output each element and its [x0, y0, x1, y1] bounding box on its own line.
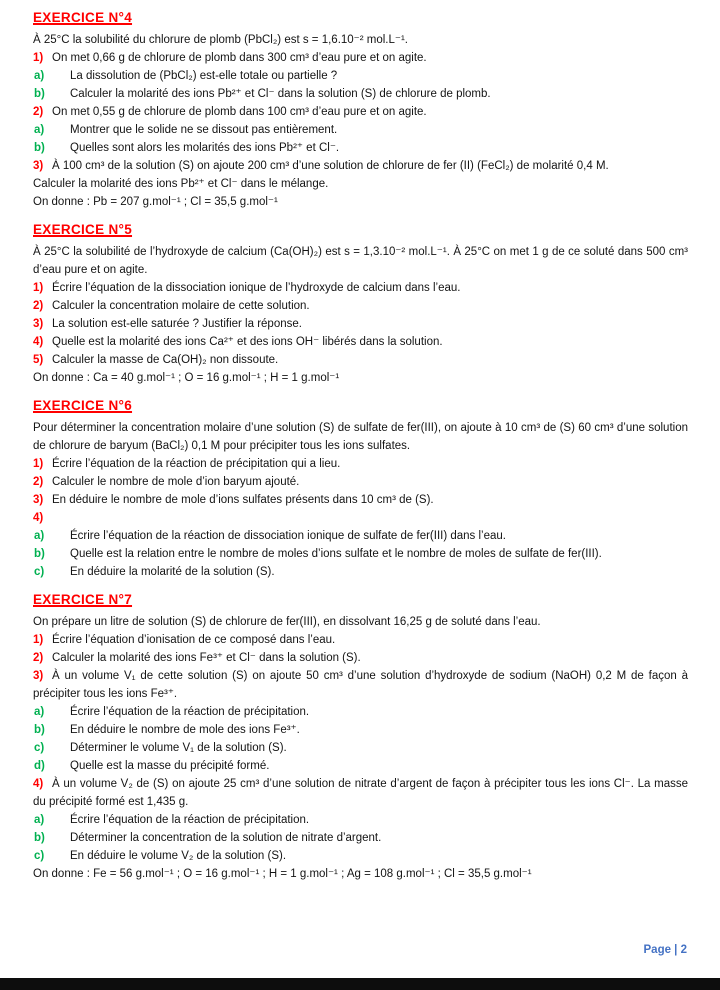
lettered-item — [33, 721, 688, 739]
numbered-item — [33, 473, 688, 491]
numbered-item — [33, 49, 688, 67]
item-marker: a) — [34, 706, 45, 718]
line-text: À un volume V₂ de (S) on ajoute 25 cm³ d’une solution de nitrate d’argent de façon à précipiter tous les ions Cl⁻. La masse du précipité formé est 1,435 g. — [33, 778, 688, 808]
line-text: Écrire l’équation d’ionisation de ce composé dans l’eau. — [52, 634, 336, 646]
line-text: La dissolution de (PbCl₂) est-elle totale ou partielle ? — [70, 70, 338, 82]
paragraph — [33, 369, 688, 387]
lettered-item — [33, 121, 688, 139]
item-marker: c) — [34, 850, 45, 862]
item-marker: b) — [34, 724, 45, 736]
item-marker: b) — [34, 832, 45, 844]
line-text: À 100 cm³ de la solution (S) on ajoute 200 cm³ d’une solution de chlorure de fer (II) (FeCl₂) de molarité 0,4 M. — [52, 160, 609, 172]
item-marker: 4) — [33, 336, 44, 348]
lettered-item — [33, 527, 688, 545]
item-marker: b) — [34, 142, 45, 154]
item-marker: 5) — [33, 354, 44, 366]
line-text: On donne : Fe = 56 g.mol⁻¹ ; O = 16 g.mol⁻¹ ; H = 1 g.mol⁻¹ ; Ag = 108 g.mol⁻¹ ; Cl = 35,5 g.mol⁻¹ — [33, 868, 532, 880]
lettered-item — [33, 139, 688, 157]
item-marker: a) — [34, 70, 45, 82]
lettered-item — [33, 563, 688, 581]
item-marker: a) — [34, 814, 45, 826]
exercise-section — [33, 591, 688, 883]
item-marker: 2) — [33, 652, 44, 664]
line-text: On donne : Ca = 40 g.mol⁻¹ ; O = 16 g.mol⁻¹ ; H = 1 g.mol⁻¹ — [33, 372, 340, 384]
line-text: Calculer la masse de Ca(OH)₂ non dissoute. — [52, 354, 279, 366]
line-text: Écrire l’équation de la dissociation ionique de l’hydroxyde de calcium dans l’eau. — [52, 282, 461, 294]
numbered-item — [33, 667, 688, 703]
line-text: Calculer la molarité des ions Pb²⁺ et Cl⁻ dans la solution (S) de chlorure de plomb. — [70, 88, 491, 100]
item-marker: 1) — [33, 458, 44, 470]
line-text: On met 0,66 g de chlorure de plomb dans 300 cm³ d’eau pure et on agite. — [52, 52, 427, 64]
line-text: Calculer la molarité des ions Fe³⁺ et Cl⁻ dans la solution (S). — [52, 652, 361, 664]
numbered-item — [33, 491, 688, 509]
numbered-item — [33, 297, 688, 315]
item-marker: d) — [34, 760, 45, 772]
numbered-item — [33, 315, 688, 333]
line-text: Quelle est la masse du précipité formé. — [70, 760, 270, 772]
item-marker: 4) — [33, 778, 44, 790]
exercise-heading: EXERCICE N°5 — [33, 222, 133, 237]
line-text: On met 0,55 g de chlorure de plomb dans 100 cm³ d’eau pure et on agite. — [52, 106, 427, 118]
item-marker: a) — [34, 124, 45, 136]
paragraph — [33, 193, 688, 211]
line-text: On prépare un litre de solution (S) de chlorure de fer(III), en dissolvant 16,25 g de soluté dans l’eau. — [33, 616, 541, 628]
item-marker: 2) — [33, 476, 44, 488]
line-text: Déterminer la concentration de la solution de nitrate d’argent. — [70, 832, 382, 844]
item-marker: b) — [34, 548, 45, 560]
numbered-item — [33, 157, 688, 175]
line-text: Calculer la molarité des ions Pb²⁺ et Cl⁻ dans le mélange. — [33, 178, 329, 190]
line-text: On donne : Pb = 207 g.mol⁻¹ ; Cl = 35,5 g.mol⁻¹ — [33, 196, 278, 208]
line-text: En déduire le nombre de mole d’ions sulfates présents dans 10 cm³ de (S). — [52, 494, 434, 506]
paragraph — [33, 175, 688, 193]
exercise-section — [33, 221, 688, 387]
item-marker: 1) — [33, 52, 44, 64]
lettered-item — [33, 811, 688, 829]
lettered-item — [33, 703, 688, 721]
numbered-item — [33, 631, 688, 649]
line-text: À un volume V₁ de cette solution (S) on ajoute 50 cm³ d’une solution d’hydroxyde de sodium (NaOH) 0,2 M de façon à précipiter tous les ions Fe³⁺. — [33, 670, 688, 700]
paragraph — [33, 31, 688, 49]
line-text: La solution est-elle saturée ? Justifier la réponse. — [52, 318, 302, 330]
line-text: Pour déterminer la concentration molaire d’une solution (S) de sulfate de fer(III), on ajoute à 10 cm³ de (S) 60 cm³ d’une solution de chlorure de baryum (BaCl₂) 0,1 M pour précipiter tous les ions sulfates. — [33, 422, 688, 452]
lettered-item — [33, 85, 688, 103]
line-text: Déterminer le volume V₁ de la solution (S). — [70, 742, 287, 754]
line-text: Montrer que le solide ne se dissout pas entièrement. — [70, 124, 338, 136]
line-text: Écrire l’équation de la réaction de dissociation ionique de sulfate de fer(III) dans l’eau. — [70, 530, 506, 542]
numbered-item — [33, 351, 688, 369]
exercise-heading: EXERCICE N°6 — [33, 398, 133, 413]
line-text: En déduire la molarité de la solution (S). — [70, 566, 275, 578]
exercise-heading: EXERCICE N°4 — [33, 10, 133, 25]
numbered-item — [33, 333, 688, 351]
document-body — [33, 9, 688, 883]
item-marker: 3) — [33, 670, 44, 682]
lettered-item — [33, 757, 688, 775]
numbered-item — [33, 775, 688, 811]
line-text: Quelles sont alors les molarités des ions Pb²⁺ et Cl⁻. — [70, 142, 340, 154]
numbered-item — [33, 455, 688, 473]
exercise-heading: EXERCICE N°7 — [33, 592, 133, 607]
paragraph — [33, 243, 688, 279]
exercise-section — [33, 9, 688, 211]
line-text: À 25°C la solubilité de l’hydroxyde de calcium (Ca(OH)₂) est s = 1,3.10⁻² mol.L⁻¹. À 25°C on met 1 g de ce soluté dans 500 cm³ d’eau pure et on agite. — [33, 246, 688, 276]
item-marker: b) — [34, 88, 45, 100]
line-text: Écrire l’équation de la réaction de précipitation. — [70, 706, 310, 718]
exercise-section — [33, 397, 688, 581]
lettered-item — [33, 545, 688, 563]
item-marker: 2) — [33, 106, 44, 118]
page-number: Page | 2 — [643, 944, 687, 956]
numbered-item — [33, 649, 688, 667]
lettered-item — [33, 847, 688, 865]
line-text: Quelle est la molarité des ions Ca²⁺ et des ions OH⁻ libérés dans la solution. — [52, 336, 443, 348]
lettered-item — [33, 67, 688, 85]
numbered-item — [33, 279, 688, 297]
line-text: Quelle est la relation entre le nombre de moles d’ions sulfate et le nombre de moles de sulfate de fer(III). — [70, 548, 602, 560]
numbered-item — [33, 103, 688, 121]
bottom-black-bar — [0, 978, 720, 990]
item-marker: 4) — [33, 512, 44, 524]
item-marker: 3) — [33, 160, 44, 172]
item-marker: c) — [34, 566, 45, 578]
item-marker: 2) — [33, 300, 44, 312]
item-marker: 1) — [33, 634, 44, 646]
line-text: Calculer le nombre de mole d’ion baryum ajouté. — [52, 476, 300, 488]
item-marker: a) — [34, 530, 45, 542]
numbered-item — [33, 509, 688, 527]
lettered-item — [33, 829, 688, 847]
paragraph — [33, 613, 688, 631]
item-marker: 3) — [33, 494, 44, 506]
paragraph — [33, 419, 688, 455]
line-text: Calculer la concentration molaire de cette solution. — [52, 300, 310, 312]
item-marker: 1) — [33, 282, 44, 294]
lettered-item — [33, 739, 688, 757]
line-text: En déduire le volume V₂ de la solution (S). — [70, 850, 287, 862]
item-marker: 3) — [33, 318, 44, 330]
line-text: À 25°C la solubilité du chlorure de plomb (PbCl₂) est s = 1,6.10⁻² mol.L⁻¹. — [33, 34, 408, 46]
paragraph — [33, 865, 688, 883]
line-text: Écrire l’équation de la réaction de précipitation. — [70, 814, 310, 826]
item-marker: c) — [34, 742, 45, 754]
line-text: Écrire l’équation de la réaction de précipitation qui a lieu. — [52, 458, 341, 470]
line-text: En déduire le nombre de mole des ions Fe³⁺. — [70, 724, 300, 736]
